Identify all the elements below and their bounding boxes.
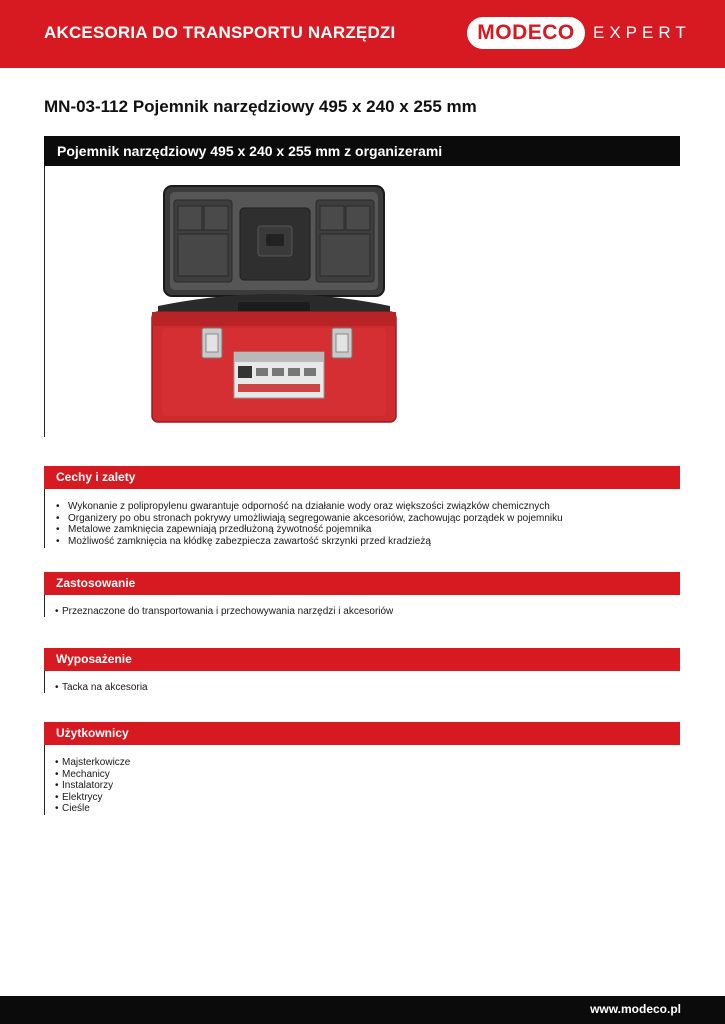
list-item: • Możliwość zamknięcia na kłódkę zabezpiecza zawartość skrzynki przed kradzieżą: [54, 536, 563, 548]
brand-logo: [467, 17, 691, 49]
brand-suffix: EXPERT: [593, 23, 691, 42]
top-banner: [0, 0, 725, 68]
list-item: • Metalowe zamknięcia zapewniają przedłużoną żywotność pojemnika: [54, 524, 563, 536]
section-equipment-title: Wyposażenie: [56, 652, 132, 666]
list-item: • Majsterkowicze: [54, 757, 130, 769]
brand-name: MODECO: [467, 17, 585, 49]
equipment-list: [54, 682, 148, 694]
image-divider-line: [44, 166, 45, 437]
section-users-line: [44, 745, 45, 815]
footer-bar: [0, 996, 725, 1024]
users-list: [54, 757, 130, 815]
section-features-header: [44, 466, 680, 489]
list-item: • Instalatorzy: [54, 780, 130, 792]
product-image: [148, 182, 400, 426]
list-item: • Tacka na akcesoria: [54, 682, 148, 694]
footer-website-link[interactable]: www.modeco.pl: [590, 1002, 681, 1016]
section-application-title: Zastosowanie: [56, 576, 136, 590]
list-item: • Mechanicy: [54, 769, 130, 781]
product-subtitle-bar: [44, 136, 680, 166]
section-equipment-line: [44, 671, 45, 693]
section-application-header: [44, 572, 680, 595]
product-subtitle: Pojemnik narzędziowy 495 x 240 x 255 mm z organizerami: [57, 143, 443, 159]
list-item: • Elektrycy: [54, 792, 130, 804]
section-application-line: [44, 595, 45, 617]
section-features-line: [44, 489, 45, 548]
product-title: MN-03-112 Pojemnik narzędziowy 495 x 240 x 255 mm: [44, 97, 477, 116]
features-list: [54, 501, 563, 547]
list-item: • Wykonanie z polipropylenu gwarantuje odporność na działanie wody oraz większości związków chemicznych: [54, 501, 563, 513]
list-item: • Cieśle: [54, 803, 130, 815]
section-features-title: Cechy i zalety: [56, 470, 136, 484]
list-item: • Organizery po obu stronach pokrywy umożliwiają segregowanie akcesoriów, zachowując porządek w pojemniku: [54, 513, 563, 525]
list-item: • Przeznaczone do transportowania i przechowywania narzędzi i akcesoriów: [54, 606, 393, 618]
section-equipment-header: [44, 648, 680, 671]
category-title: AKCESORIA DO TRANSPORTU NARZĘDZI: [44, 23, 396, 42]
application-list: [54, 606, 393, 618]
section-users-title: Użytkownicy: [56, 726, 129, 740]
section-users-header: [44, 722, 680, 745]
